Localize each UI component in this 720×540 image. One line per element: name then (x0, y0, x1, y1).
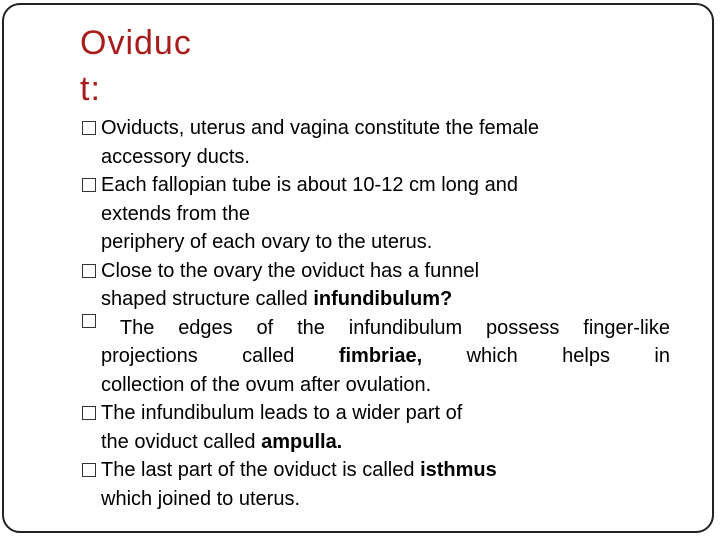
word: in (654, 345, 670, 367)
checkbox-bullet-icon (82, 314, 96, 328)
bullet-4-text-3: collection of the ovum after ovulation. (101, 373, 432, 396)
checkbox-bullet-icon (82, 463, 96, 477)
bullet-1-text-2: accessory ducts. (101, 145, 250, 168)
bullet-6-text: The last part of the oviduct is called (101, 459, 421, 481)
word: fimbriae, (338, 345, 423, 367)
bullet-6-text-2: which joined to uterus. (101, 487, 301, 510)
bullet-1 (82, 114, 670, 143)
bullet-5-text-2: the oviduct called (101, 430, 262, 453)
word: edges (178, 316, 233, 339)
bullet-4-cont-2 (82, 371, 670, 400)
bullet-1-text: Oviducts, uterus and vagina constitute the female (101, 117, 540, 139)
bullet-4 (82, 314, 670, 343)
bullet-2 (82, 171, 670, 200)
word: called (242, 345, 295, 367)
bullet-4-cont (82, 342, 670, 371)
word: possess (486, 316, 560, 339)
bullet-2-text-2: extends from the (101, 202, 250, 225)
word: projections (101, 345, 198, 367)
bullet-3-text-2: shaped structure called (101, 288, 314, 310)
checkbox-bullet-icon (82, 121, 96, 135)
bullet-3 (82, 257, 670, 286)
bullet-5 (82, 399, 670, 428)
term-infundibulum: infundibulum? (313, 288, 453, 310)
word: helps (562, 345, 610, 367)
word: The (119, 316, 155, 339)
title-line-1: Oviduc (80, 24, 192, 62)
bullet-6-cont (82, 485, 670, 514)
checkbox-bullet-icon (82, 406, 96, 420)
bullet-list (82, 114, 670, 513)
bullet-5-text: The infundibulum leads to a wider part of (101, 402, 463, 424)
bullet-3-cont (82, 285, 670, 314)
word: of (256, 316, 274, 339)
word: infundibulum (348, 316, 463, 339)
bullet-1-cont (82, 143, 670, 172)
checkbox-bullet-icon (82, 178, 96, 192)
bullet-2-text: Each fallopian tube is about 10-12 cm long and (101, 174, 518, 196)
word: which (466, 345, 518, 367)
word: finger-like (583, 316, 670, 339)
bullet-2-cont (82, 200, 670, 229)
term-ampulla: ampulla. (261, 430, 343, 453)
term-isthmus: isthmus (420, 459, 497, 481)
word: the (297, 316, 325, 339)
bullet-6 (82, 456, 670, 485)
bullet-2-text-3: periphery of each ovary to the uterus. (101, 231, 433, 253)
bullet-5-cont (82, 428, 670, 457)
bullet-2-cont-2 (82, 228, 670, 257)
bullet-3-text: Close to the ovary the oviduct has a funnel (101, 259, 480, 282)
slide-title (80, 20, 192, 112)
title-line-2: t: (80, 70, 101, 108)
checkbox-bullet-icon (82, 264, 96, 278)
